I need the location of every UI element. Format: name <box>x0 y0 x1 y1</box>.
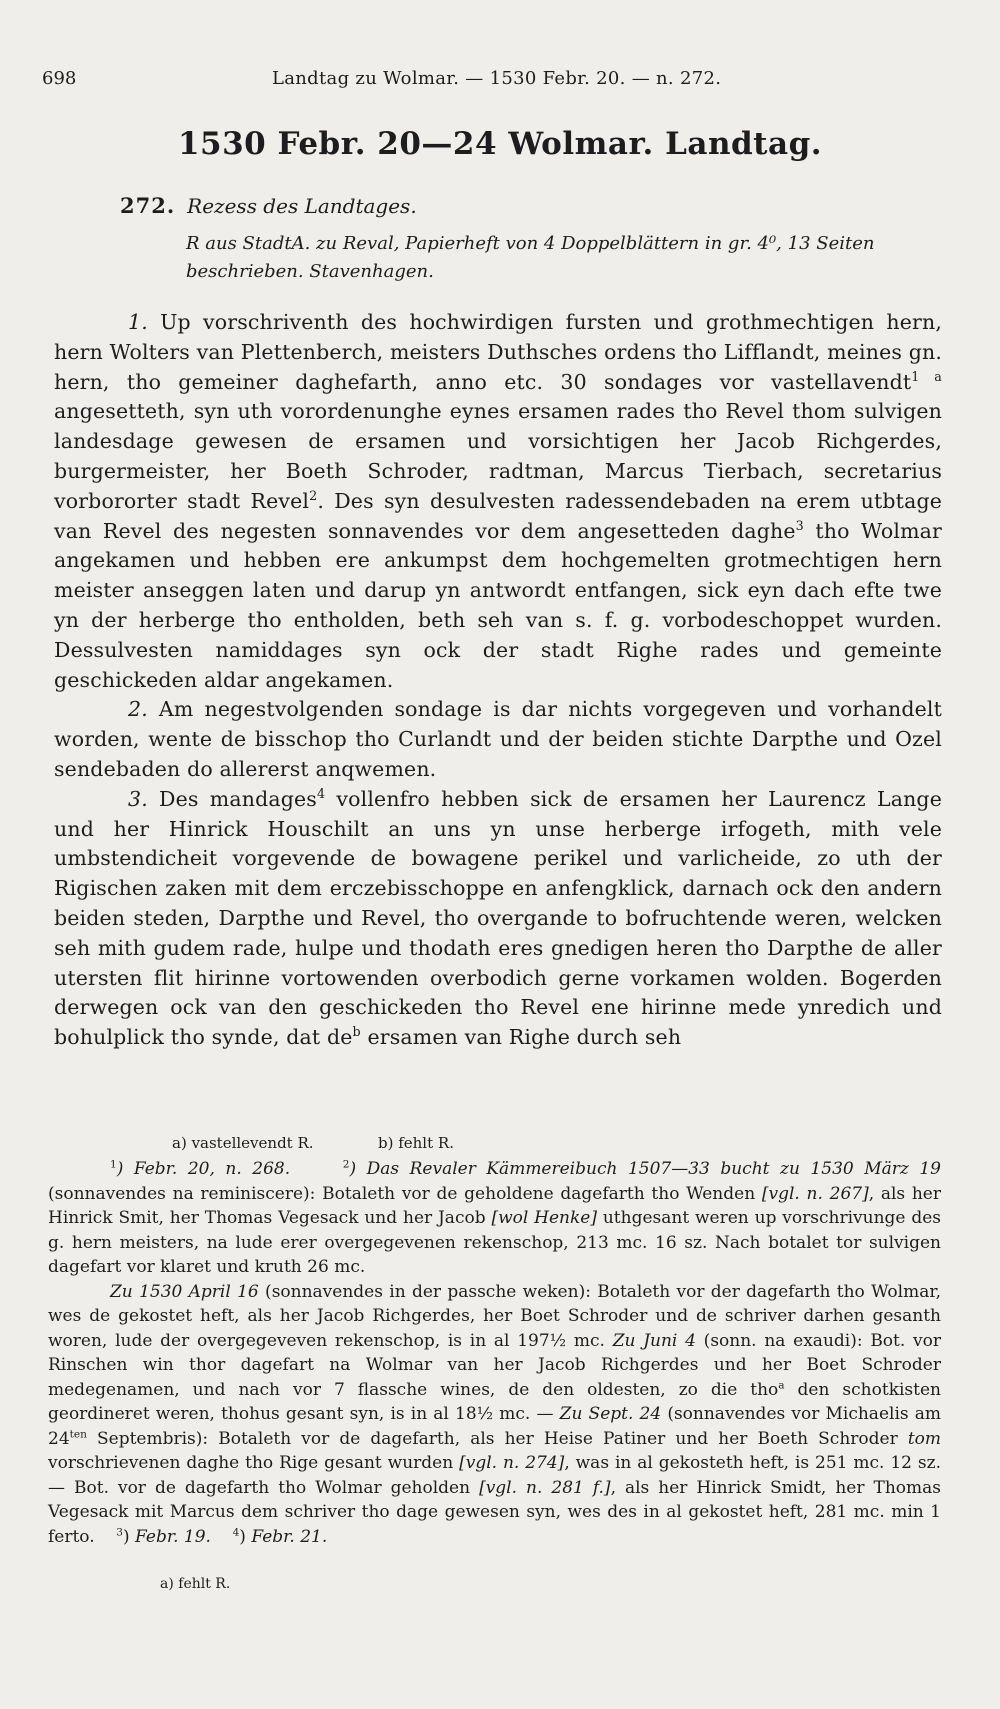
footnote-text: ) Das Revaler Kämmereibuch 1507—33 bucht zu 1530 März 19 <box>349 1159 941 1179</box>
footnote-text: (sonnavendes na reminiscere): Botaleth vor de geholdene dagefarth tho Wenden <box>48 1183 762 1204</box>
paragraph-number: 3. <box>128 786 148 811</box>
footnote-text: ) <box>122 1526 136 1547</box>
footnote-mark: 3 <box>116 1525 123 1538</box>
footnote-text: , was in al gekosteth heft, is 251 mc. 12 sz. — Bot. vor de dagefarth tho Wolmar geholden <box>48 1453 941 1498</box>
entry-heading <box>120 193 417 218</box>
footnote-text: vorschrievenen daghe tho Rige gesant wurden <box>48 1453 460 1473</box>
source-line-2: beschrieben. Stavenhagen. <box>186 261 434 282</box>
footnote-ref: b <box>352 1024 361 1040</box>
footnote-text: Febr. 19. <box>135 1526 211 1547</box>
footnote-text: ) Febr. 20, n. 268. <box>116 1159 291 1179</box>
footnote-text: (sonn. na exaudi): Bot. vor Rinschen win thor dagefart na Wolmar van her Jacob Richgerdes und her Boet Schroder medegenamen, und nach vor 7 flassche wines, de den oldesten, zo die tho <box>48 1330 941 1400</box>
footnote-text: Febr. 21. <box>251 1526 328 1547</box>
footnote-text: , als her Hinrick Smidt, her Thomas Vegesack mit Marcus dem schriver tho dage gewesen syn, wes des in al gekostet heft, 281 mc. min 1 ferto. <box>48 1477 941 1547</box>
footnote-text: (sonnavendes in der passche weken): Botaleth vor der dagefarth tho Wolmar, wes de gekostet heft, als her Jacob Richgerdes, her Boet Schroder und de schriver darhen gesanth woren, lude der overgegeveven rekenschop, is in al 197½ mc. <box>48 1281 941 1351</box>
entry-number: 272. <box>120 193 176 218</box>
footnote-a: a) fehlt R. <box>160 1576 231 1592</box>
footnote-date: Zu 1530 April 16 <box>110 1281 259 1302</box>
footnote-text: [vgl. n. 281 f.] <box>479 1477 611 1498</box>
page-number: 698 <box>42 68 77 89</box>
entry-label: Rezess des Landtages. <box>187 194 417 218</box>
footnote-ref: 4 <box>316 785 326 801</box>
footnote-text: ) <box>239 1526 252 1547</box>
footnote-ref: 1 a <box>911 368 942 384</box>
footnote-text: tom <box>907 1428 941 1449</box>
paragraph-text: angesetteth, syn uth vorordenunghe eynes ersamen rades tho Revel thom sulvigen landesdage gewesen de ersamen und vorsichtigen her Jacob Richgerdes, burgermeister, her Boeth Schroder, radtman, Marcus Tierbach, secretarius vorbororter stadt Revel <box>54 399 942 513</box>
source-note <box>186 230 940 286</box>
paragraph-1 <box>54 308 942 695</box>
paragraph-text: Des mandages <box>147 786 317 811</box>
footnote-text: den schotkisten geordineret weren, thohus gesant syn, is in al 18½ mc. — <box>48 1379 941 1424</box>
paragraph-text: Am negestvolgenden sondage is dar nichts vorgegeven und vorhandelt worden, wente de bisschop tho Curlandt und der beiden stichte Darpthe und Ozel sendebaden do allererst anqwemen. <box>54 697 942 781</box>
textual-note-b: b) fehlt R. <box>378 1134 454 1152</box>
paragraph-3 <box>54 785 942 1053</box>
footnote-text: (sonnavendes vor Michaelis am 24 <box>48 1404 942 1449</box>
footnote-ref: 3 <box>795 517 804 533</box>
footnote-1-2 <box>48 1157 941 1280</box>
body-text <box>54 308 942 1053</box>
paragraph-text: tho Wolmar angekamen und hebben ere ankumpst dem hochgemelten grotmechtigen hern meister anseggen laten und darup yn antwordt entfangen, sick eyn dach efte twe yn der herberge tho entholden, beth seh van s. f. g. vorbodeschoppet wurden. Dessulvesten namiddages syn ock der stadt Righe rades und gemeinte geschickeden aldar angekamen. <box>54 518 942 692</box>
footnote-text: [wol Henke] <box>491 1208 597 1228</box>
footnote-ref: 2 <box>309 487 318 503</box>
footnote-mark: 2 <box>342 1158 350 1171</box>
paragraph-number: 2. <box>128 697 148 722</box>
footnote-text: Septembris): Botaleth vor de dagefarth, als her Heise Patiner und her Boeth Schroder <box>86 1428 908 1449</box>
paragraph-text: ersamen van Righe durch seh <box>360 1025 682 1050</box>
footnote-2-continued <box>48 1280 941 1550</box>
paragraph-number: 1. <box>128 310 148 334</box>
footnote-mark: 1 <box>110 1158 117 1171</box>
footnote-text: , als her Hinrick Smit, her Thomas Vegesack und her Jacob <box>48 1183 941 1228</box>
paragraph-text: Up vorschriventh des hochwirdigen fursten und grothmechtigen hern, hern Wolters van Plettenberch, meisters Duthsches ordens tho Lifflandt, meines gn. hern, tho gemeiner daghefarth, anno etc. 30 sondages vor vastellavendt <box>54 310 942 394</box>
footnote-text: [vgl. n. 267] <box>761 1183 869 1204</box>
source-line-1: R aus StadtA. zu Reval, Papierheft von 4 Doppelblättern in gr. 4⁰, 13 Seiten <box>186 233 875 254</box>
paragraph-2 <box>54 695 942 784</box>
footnotes <box>48 1157 941 1549</box>
running-title: Landtag zu Wolmar. — 1530 Febr. 20. — n. 272. <box>272 68 722 89</box>
footnote-mark: 4 <box>232 1525 240 1538</box>
textual-note-a: a) vastellevendt R. <box>172 1134 314 1152</box>
paragraph-text: vollenfro hebben sick de ersamen her Laurencz Lange und her Hinrick Houschilt an uns yn unse herberge irfogeth, mith vele umbstendicheit vorgevende de bowagene perikel und varlicheide, zo uth der Rigischen zaken mit dem erczebisschoppe en anfengklick, darnach ock den andern beiden steden, Darpthe und Revel, tho overgande to bofruchtende weren, welcken seh mith gudem rade, hulpe und thodath eres gnedigen heren tho Darpthe de aller utersten flit hirinne vortowenden overbodich gerne vorkamen wolden. Bogerden derwegen ock van den geschickeden tho Revel ene hirinne mede ynredich und bohulplick tho synde, dat de <box>54 786 942 1050</box>
section-title: 1530 Febr. 20—24 Wolmar. Landtag. <box>177 126 823 162</box>
paragraph-text: . Des syn desulvesten radessendebaden na erem utbtage van Revel des negesten sonnavendes vor dem angesetteden daghe <box>54 488 942 543</box>
footnote-text: uthgesant weren up vorschrivunge des g. hern meisters, na lude erer overgegevenen rekenschop, 213 mc. 16 sz. Nach botalet tor sulvigen dagefart vor klaret und kruth 26 mc. <box>48 1208 941 1277</box>
footnote-text: [vgl. n. 274] <box>459 1453 565 1473</box>
page-header <box>42 68 940 98</box>
footnote-date: Zu Sept. 24 <box>559 1404 662 1424</box>
superscript: ten <box>69 1427 87 1440</box>
footnote-ref: a <box>778 1378 785 1391</box>
footnote-date: Zu Juni 4 <box>612 1330 696 1351</box>
